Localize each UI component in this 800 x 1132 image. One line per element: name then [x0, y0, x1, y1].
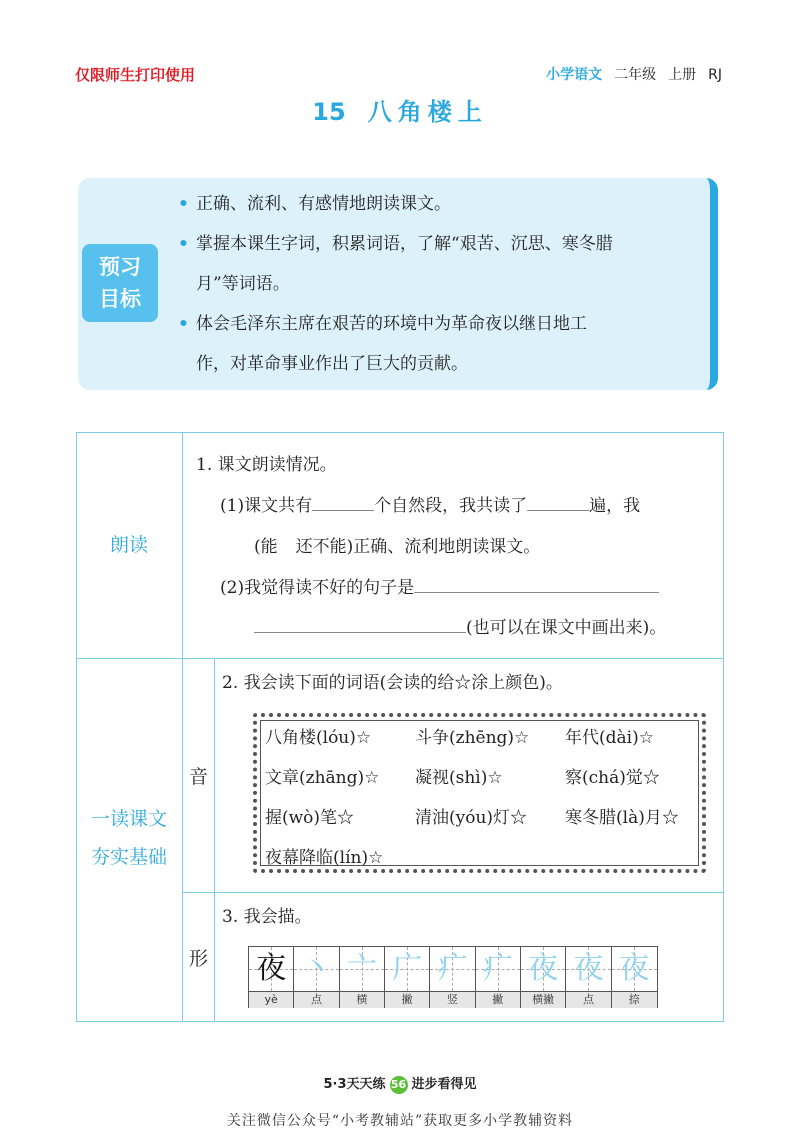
page-footer	[0, 1073, 800, 1094]
preview-goals-badge	[82, 244, 158, 322]
question-3-title: 3. 我会描。	[222, 907, 312, 927]
question-1-part-1-choice: (能 还不能)正确、流利地朗读课文。	[254, 537, 541, 557]
subject-label: 小学语文	[546, 67, 603, 83]
question-1-title: 1. 课文朗读情况。	[196, 455, 337, 475]
book-info	[546, 64, 722, 84]
sound-label: 音	[189, 766, 209, 788]
table-divider	[214, 658, 215, 1022]
goals-list	[178, 184, 708, 384]
question-1-part-2-end: (也可以在课文中画出来)。	[254, 614, 666, 641]
stroke-cell[interactable]: 疒 竖	[430, 947, 475, 1007]
print-notice: 仅限师生打印使用	[75, 66, 196, 84]
grade-label: 二年级	[614, 67, 657, 83]
goal-item: • 体会毛泽东主席在艰苦的环境中为革命夜以继日地工	[178, 314, 587, 334]
question-1-part-2: (2)我觉得读不好的句子是	[220, 574, 659, 601]
goal-item-continued: 作，对革命事业作出了巨大的贡献。	[196, 354, 468, 374]
word-item[interactable]: 夜幕降临(lín)☆	[265, 848, 384, 868]
stroke-cell[interactable]: 丶 点	[294, 947, 339, 1007]
reading-section-label: 朗读	[109, 534, 148, 556]
word-item[interactable]: 斗争(zhēng)☆	[415, 728, 530, 748]
foundation-section-label: 一读课文 夯实基础	[90, 808, 167, 868]
page-number: 56	[390, 1076, 408, 1094]
edition-label: RJ	[708, 67, 722, 83]
question-1-part-1: (1)课文共有 个自然段，我共读了 遍，我	[220, 492, 640, 519]
word-item[interactable]: 寒冬腊(là)月☆	[565, 808, 679, 828]
lesson-name: 八角楼上	[367, 98, 488, 126]
stroke-cell[interactable]: 夜 捺	[612, 947, 657, 1007]
goal-item-continued: 月”等词语。	[196, 274, 290, 294]
table-divider	[182, 432, 183, 1022]
stroke-cell[interactable]: 广 撇	[385, 947, 430, 1007]
word-item[interactable]: 握(wò)笔☆	[265, 808, 355, 828]
word-item[interactable]: 察(chá)觉☆	[565, 768, 660, 788]
lesson-title	[0, 92, 800, 127]
term-label: 上册	[668, 67, 697, 83]
paragraph-count-blank[interactable]	[312, 492, 374, 511]
question-2-title: 2. 我会读下面的词语(会读的给☆涂上颜色)。	[222, 673, 563, 693]
table-divider	[76, 658, 724, 659]
stroke-cell[interactable]: 夜 yè	[249, 947, 294, 1007]
wechat-note: 关注微信公众号“小考教辅站”获取更多小学教辅资料	[226, 1113, 574, 1129]
hard-sentence-blank-2[interactable]	[254, 614, 466, 633]
shape-label: 形	[189, 948, 209, 970]
badge-line-2: 目标	[99, 287, 141, 311]
word-list	[265, 718, 679, 878]
stroke-cell[interactable]: 夜 点	[566, 947, 611, 1007]
word-item[interactable]: 八角楼(lóu)☆	[265, 728, 372, 748]
word-item[interactable]: 年代(dài)☆	[565, 728, 654, 748]
badge-line-1: 预习	[99, 255, 141, 279]
word-item[interactable]: 文章(zhāng)☆	[265, 768, 380, 788]
stroke-cell[interactable]: 疒 撇	[476, 947, 521, 1007]
stroke-cell[interactable]: 亠 横	[340, 947, 385, 1007]
goal-item: • 正确、流利、有感情地朗读课文。	[178, 194, 451, 214]
footer-brand: 5·3天天练	[323, 1077, 386, 1092]
word-item[interactable]: 清油(yóu)灯☆	[415, 808, 528, 828]
table-divider	[182, 892, 724, 893]
stroke-order-grid	[248, 946, 658, 1008]
lesson-number: 15	[312, 98, 346, 126]
stroke-cell[interactable]: 夜 横撇	[521, 947, 566, 1007]
goal-item: • 掌握本课生字词，积累词语，了解“艰苦、沉思、寒冬腊	[178, 234, 613, 254]
word-item[interactable]: 凝视(shì)☆	[415, 768, 503, 788]
hard-sentence-blank[interactable]	[414, 574, 659, 593]
read-times-blank[interactable]	[527, 492, 589, 511]
footer-slogan: 进步看得见	[411, 1077, 477, 1092]
